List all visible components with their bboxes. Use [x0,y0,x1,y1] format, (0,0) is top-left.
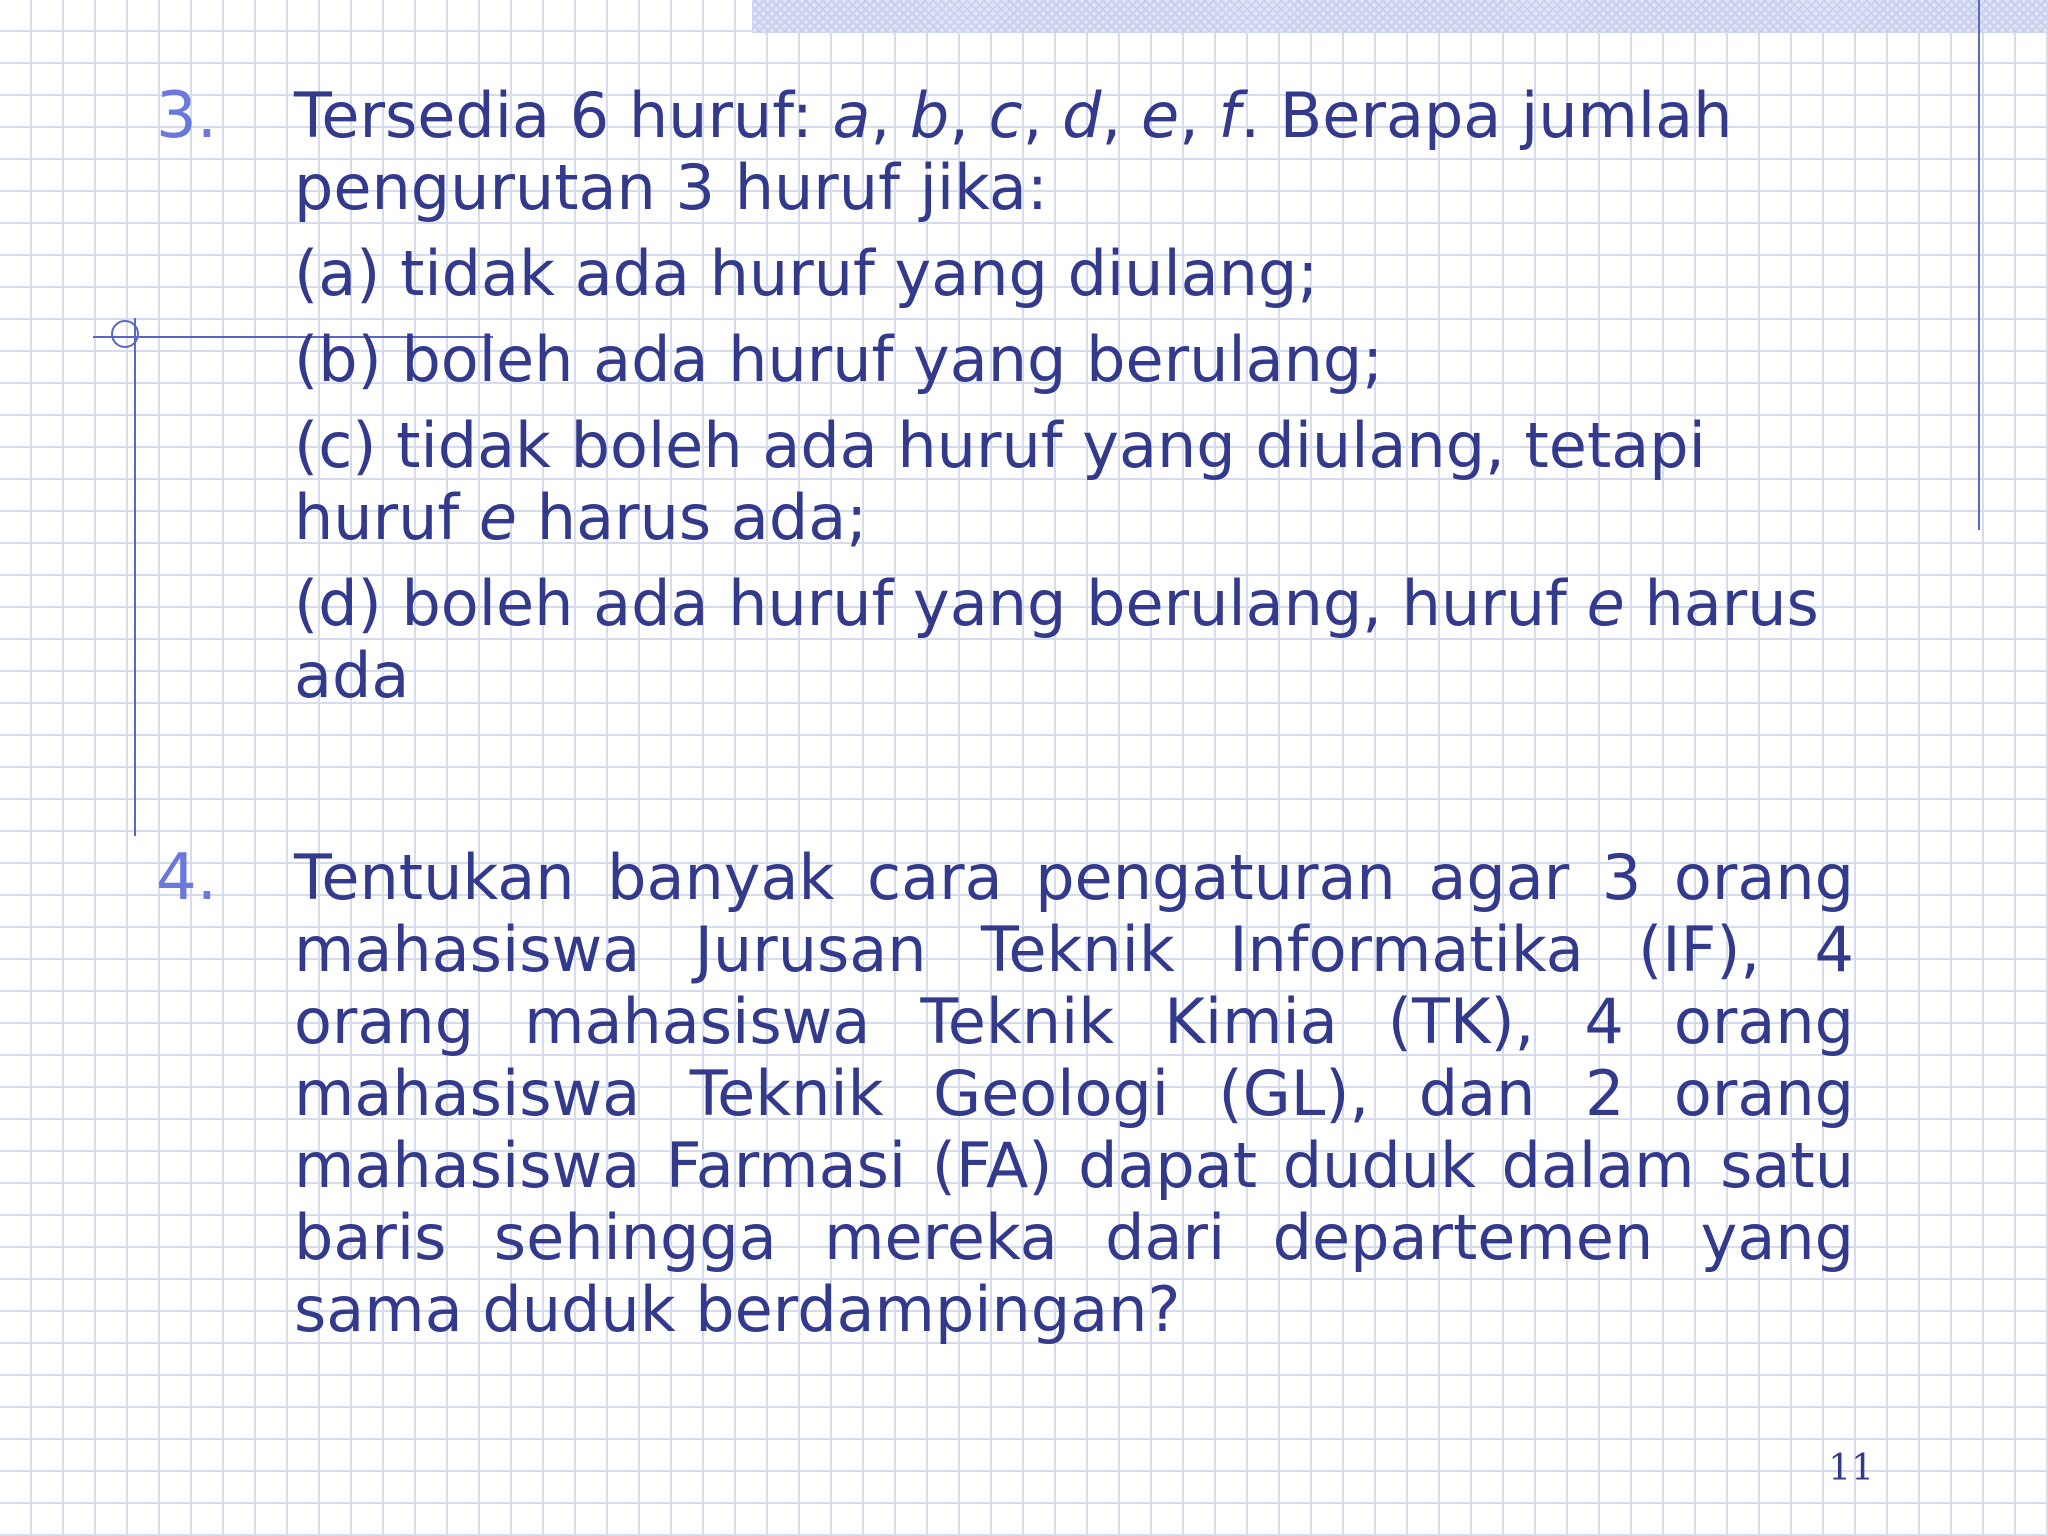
question-3-option-c: (c) tidak boleh ada huruf yang diulang, tetapi huruf e harus ada; [294,409,1706,554]
corner-ornament-circle [111,320,139,348]
question-3-option-a: (a) tidak ada huruf yang diulang; [294,237,1319,310]
question-3-intro: Tersedia 6 huruf: a, b, c, d, e, f. Berapa jumlah pengurutan 3 huruf jika: [294,79,1733,224]
page-number: 11 [1828,1448,1874,1489]
question-4-body [294,842,1854,1346]
question-3-option-d: (d) boleh ada huruf yang berulang, huruf e harus ada [294,567,1819,712]
question-4-text: Tentukan banyak cara pengaturan agar 3 orang mahasiswa Jurusan Teknik Informatika (IF), 4 orang mahasiswa Teknik Kimia (TK), 4 orang mahasiswa Teknik Geologi (GL), dan 2 orang mahasiswa Farmasi (FA) dapat duduk dalam satu baris sehingga mereka dari departemen yang sama duduk berdampingan? [294,841,1854,1346]
question-3-number: 3. [156,79,218,153]
left-vertical-rule [134,318,136,836]
question-4-number: 4. [156,841,218,915]
right-vertical-rule [1978,0,1980,530]
question-3-option-b: (b) boleh ada huruf yang berulang; [294,323,1384,396]
top-pattern-band [752,0,2048,33]
question-3-body [294,80,1854,712]
